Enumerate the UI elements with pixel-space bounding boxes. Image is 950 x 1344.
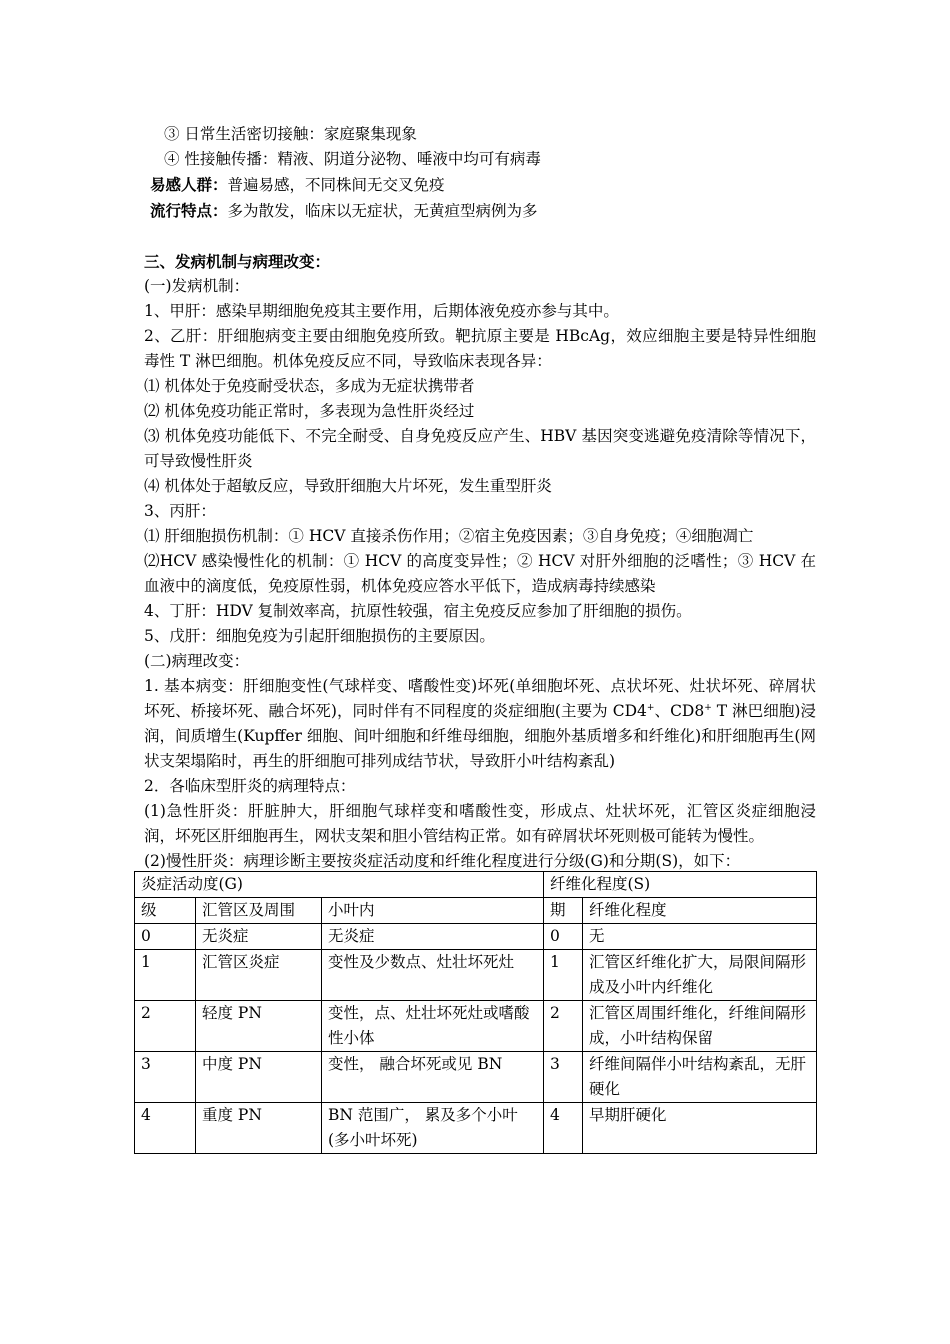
basic-lesion-text-a: 1. 基本病变：肝细胞变性(气球样变、嗜酸性变)坏死(单细胞坏死、点状坏死、灶状坏死、碎屑状坏死、桥接坏死、融合坏死)，同时伴有不同程度的炎症细胞(主要为 CD4 bbox=[144, 677, 816, 720]
cell-portal: 轻度 PN bbox=[196, 1001, 322, 1052]
hepatitis-c-item-1: ⑴ 肝细胞损伤机制：① HCV 直接杀伤作用；②宿主免疫因素；③自身免疫；④细胞凋亡 bbox=[144, 527, 754, 545]
pathology-heading: (二)病理改变： bbox=[144, 652, 250, 670]
cell-stage: 0 bbox=[544, 924, 583, 950]
hepatitis-b-paragraph: 2、乙肝：肝细胞病变主要由细胞免疫所致。靶抗原主要是 HBcAg，效应细胞主要是特异性细胞毒性 T 淋巴细胞。机体免疫反应不同，导致临床表现各异： bbox=[144, 327, 816, 370]
cell-stage: 1 bbox=[544, 950, 583, 1001]
table-row bbox=[135, 950, 817, 1001]
chronic-hepatitis-paragraph: (2)慢性肝炎：病理诊断主要按炎症活动度和纤维化程度进行分级(G)和分期(S)，如下： bbox=[144, 852, 741, 870]
hepatitis-b-item-1: ⑴ 机体处于免疫耐受状态，多成为无症状携带者 bbox=[144, 377, 475, 395]
col-portal: 汇管区及周围 bbox=[196, 898, 322, 924]
cell-portal: 中度 PN bbox=[196, 1052, 322, 1103]
acute-hepatitis-paragraph: (1)急性肝炎：肝脏肿大，肝细胞气球样变和嗜酸性变，形成点、灶状坏死，汇管区炎症细胞浸润，坏死区肝细胞再生，网状支架和胆小管结构正常。如有碎屑状坏死则极可能转为慢性。 bbox=[144, 802, 816, 845]
superscript-plus: + bbox=[646, 702, 655, 713]
cell-grade: 4 bbox=[135, 1103, 196, 1154]
section-title: 三、发病机制与病理改变： bbox=[144, 252, 331, 271]
susceptible-label: 易感人群： bbox=[150, 175, 228, 194]
cell-lobule: 变性， 融合坏死或见 BN bbox=[322, 1052, 544, 1103]
col-grade: 级 bbox=[135, 898, 196, 924]
cell-lobule: BN 范围广， 累及多个小叶(多小叶坏死) bbox=[322, 1103, 544, 1154]
superscript-plus: + bbox=[704, 702, 712, 713]
table-row bbox=[135, 924, 817, 950]
cell-fibrosis: 汇管区纤维化扩大，局限间隔形成及小叶内纤维化 bbox=[583, 950, 817, 1001]
hepatitis-c-item-2: ⑵HCV 感染慢性化的机制：① HCV 的高度变异性；② HCV 对肝外细胞的泛嗜性；③ HCV 在血液中的滴度低，免疫原性弱，机体免疫应答水平低下，造成病毒持续感染 bbox=[144, 552, 816, 595]
inflammation-grade-header: 炎症活动度(G) bbox=[135, 872, 544, 898]
epidemic-features bbox=[144, 198, 816, 224]
susceptible-text: 普遍易感，不同株间无交叉免疫 bbox=[227, 176, 445, 194]
table-header-row bbox=[135, 872, 817, 898]
epidemic-label: 流行特点： bbox=[150, 201, 228, 220]
hepatitis-c-heading: 3、丙肝： bbox=[144, 502, 216, 520]
cell-lobule: 无炎症 bbox=[322, 924, 544, 950]
cell-stage: 3 bbox=[544, 1052, 583, 1103]
cell-grade: 3 bbox=[135, 1052, 196, 1103]
table-row bbox=[135, 1052, 817, 1103]
cell-stage: 2 bbox=[544, 1001, 583, 1052]
cell-portal: 无炎症 bbox=[196, 924, 322, 950]
cell-fibrosis: 汇管区周围纤维化，纤维间隔形成，小叶结构保留 bbox=[583, 1001, 817, 1052]
document-body bbox=[144, 122, 816, 874]
hepatitis-b-item-3: ⑶ 机体免疫功能低下、不完全耐受、自身免疫反应产生、HBV 基因突变逃避免疫清除等情况下，可导致慢性肝炎 bbox=[144, 427, 816, 470]
mechanism-heading: (一)发病机制： bbox=[144, 277, 250, 295]
cell-lobule: 变性，点、灶壮坏死灶或嗜酸性小体 bbox=[322, 1001, 544, 1052]
cell-fibrosis: 无 bbox=[583, 924, 817, 950]
cell-lobule: 变性及少数点、灶壮坏死灶 bbox=[322, 950, 544, 1001]
hepatitis-b-item-4: ⑷ 机体处于超敏反应，导致肝细胞大片坏死，发生重型肝炎 bbox=[144, 477, 552, 495]
table-row bbox=[135, 1103, 817, 1154]
hepatitis-e-paragraph: 5、戊肝：细胞免疫为引起肝细胞损伤的主要原因。 bbox=[144, 627, 495, 645]
hepatitis-d-paragraph: 4、丁肝：HDV 复制效率高，抗原性较强，宿主免疫反应参加了肝细胞的损伤。 bbox=[144, 602, 692, 620]
transmission-item-4: ④ 性接触传播：精液、阴道分泌物、唾液中均可有病毒 bbox=[164, 150, 541, 168]
cell-stage: 4 bbox=[544, 1103, 583, 1154]
col-lobule: 小叶内 bbox=[322, 898, 544, 924]
basic-lesion-text-c: T 淋巴细胞)浸润，间质增生(Kupffer 细胞、间叶细胞和纤维母细胞，细胞外基质增多和纤维化)和肝细胞再生(网状支架塌陷时，再生的肝细胞可排列成结节状，导致肝小叶结构紊乱) bbox=[144, 702, 817, 770]
table-row bbox=[135, 1001, 817, 1052]
epidemic-text: 多为散发，临床以无症状，无黄疸型病例为多 bbox=[227, 202, 538, 220]
hepatitis-a-paragraph: 1、甲肝：感染早期细胞免疫其主要作用，后期体液免疫亦参与其中。 bbox=[144, 302, 619, 320]
hepatitis-b-item-2: ⑵ 机体免疫功能正常时，多表现为急性肝炎经过 bbox=[144, 402, 475, 420]
fibrosis-stage-header: 纤维化程度(S) bbox=[544, 872, 817, 898]
cell-portal: 汇管区炎症 bbox=[196, 950, 322, 1001]
cell-portal: 重度 PN bbox=[196, 1103, 322, 1154]
cell-grade: 0 bbox=[135, 924, 196, 950]
cell-fibrosis: 纤维间隔伴小叶结构紊乱，无肝硬化 bbox=[583, 1052, 817, 1103]
col-fibrosis: 纤维化程度 bbox=[583, 898, 817, 924]
susceptible-population bbox=[144, 172, 816, 198]
grading-staging-table bbox=[134, 871, 817, 1154]
cell-grade: 1 bbox=[135, 950, 196, 1001]
clinical-types-heading: 2．各临床型肝炎的病理特点： bbox=[144, 777, 356, 795]
basic-lesion-text-b: 、CD8 bbox=[654, 702, 705, 720]
cell-grade: 2 bbox=[135, 1001, 196, 1052]
cell-fibrosis: 早期肝硬化 bbox=[583, 1103, 817, 1154]
col-stage: 期 bbox=[544, 898, 583, 924]
transmission-item-3: ③ 日常生活密切接触：家庭聚集现象 bbox=[164, 125, 417, 143]
basic-lesion-paragraph bbox=[144, 674, 816, 774]
spacer bbox=[144, 224, 816, 249]
table-subheader-row bbox=[135, 898, 817, 924]
